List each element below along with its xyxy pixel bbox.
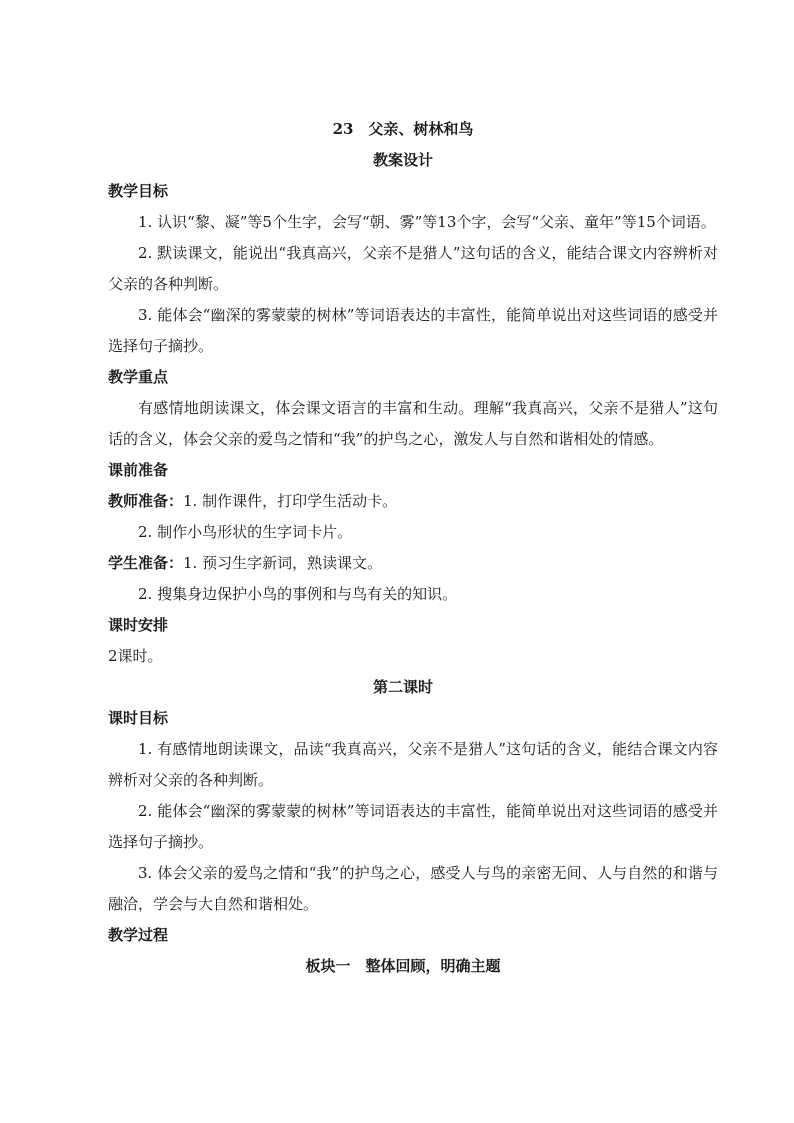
schedule-heading: 课时安排	[108, 616, 169, 634]
lesson-goal-item-1: 1. 有感情地朗读课文，品读“我真高兴，父亲不是猎人”这句话的含义，能结合课文内容辨析对父亲的各种判断。	[108, 740, 718, 789]
preparation-heading: 课前准备	[108, 461, 169, 479]
lesson-goal-item-2: 2. 能体会“幽深的雾蒙蒙的树林”等词语表达的丰富性，能简单说出对这些词语的感受并选择句子摘抄。	[108, 802, 718, 851]
teacher-prep-label: 教师准备：	[108, 492, 184, 510]
schedule-text: 2课时。	[108, 647, 163, 665]
key-points-heading: 教学重点	[108, 368, 169, 386]
student-prep-item-2: 2. 搜集身边保护小鸟的事例和与鸟有关的知识。	[138, 585, 458, 603]
lesson-session-title: 第二课时	[372, 678, 433, 696]
lesson-title: 23 父亲、树林和鸟	[332, 120, 474, 138]
document-subtitle: 教案设计	[372, 151, 433, 169]
student-prep-item-1: 1. 预习生字新词，熟读课文。	[183, 554, 383, 572]
key-points-text: 有感情地朗读课文，体会课文语言的丰富和生动。理解“我真高兴，父亲不是猎人”这句话的含义，体会父亲的爱鸟之情和“我”的护鸟之心，激发人与自然和谐相处的情感。	[108, 399, 718, 448]
teacher-prep-item-2: 2. 制作小鸟形状的生字词卡片。	[138, 523, 353, 541]
goal-item-1: 1. 认识“黎、凝”等5个生字，会写“朝、雾”等13个字，会写“父亲、童年”等15个词语。	[138, 213, 716, 231]
teacher-prep-item-1: 1. 制作课件，打印学生活动卡。	[183, 492, 398, 510]
goals-heading: 教学目标	[108, 182, 169, 200]
lesson-goal-item-3: 3. 体会父亲的爱鸟之情和“我”的护鸟之心，感受人与鸟的亲密无间、人与自然的和谐与融洽，学会与大自然和谐相处。	[108, 864, 718, 913]
goal-item-3: 3. 能体会“幽深的雾蒙蒙的树林”等词语表达的丰富性，能简单说出对这些词语的感受并选择句子摘抄。	[108, 306, 718, 355]
block-title: 板块一 整体回顾，明确主题	[305, 957, 501, 975]
lesson-goals-heading: 课时目标	[108, 709, 169, 727]
student-prep-line	[108, 548, 718, 579]
process-heading: 教学过程	[108, 926, 169, 944]
student-prep-label: 学生准备：	[108, 554, 184, 572]
goal-item-2: 2. 默读课文，能说出“我真高兴，父亲不是猎人”这句话的含义，能结合课文内容辨析对父亲的各种判断。	[108, 244, 718, 293]
teacher-prep-line	[108, 486, 718, 517]
